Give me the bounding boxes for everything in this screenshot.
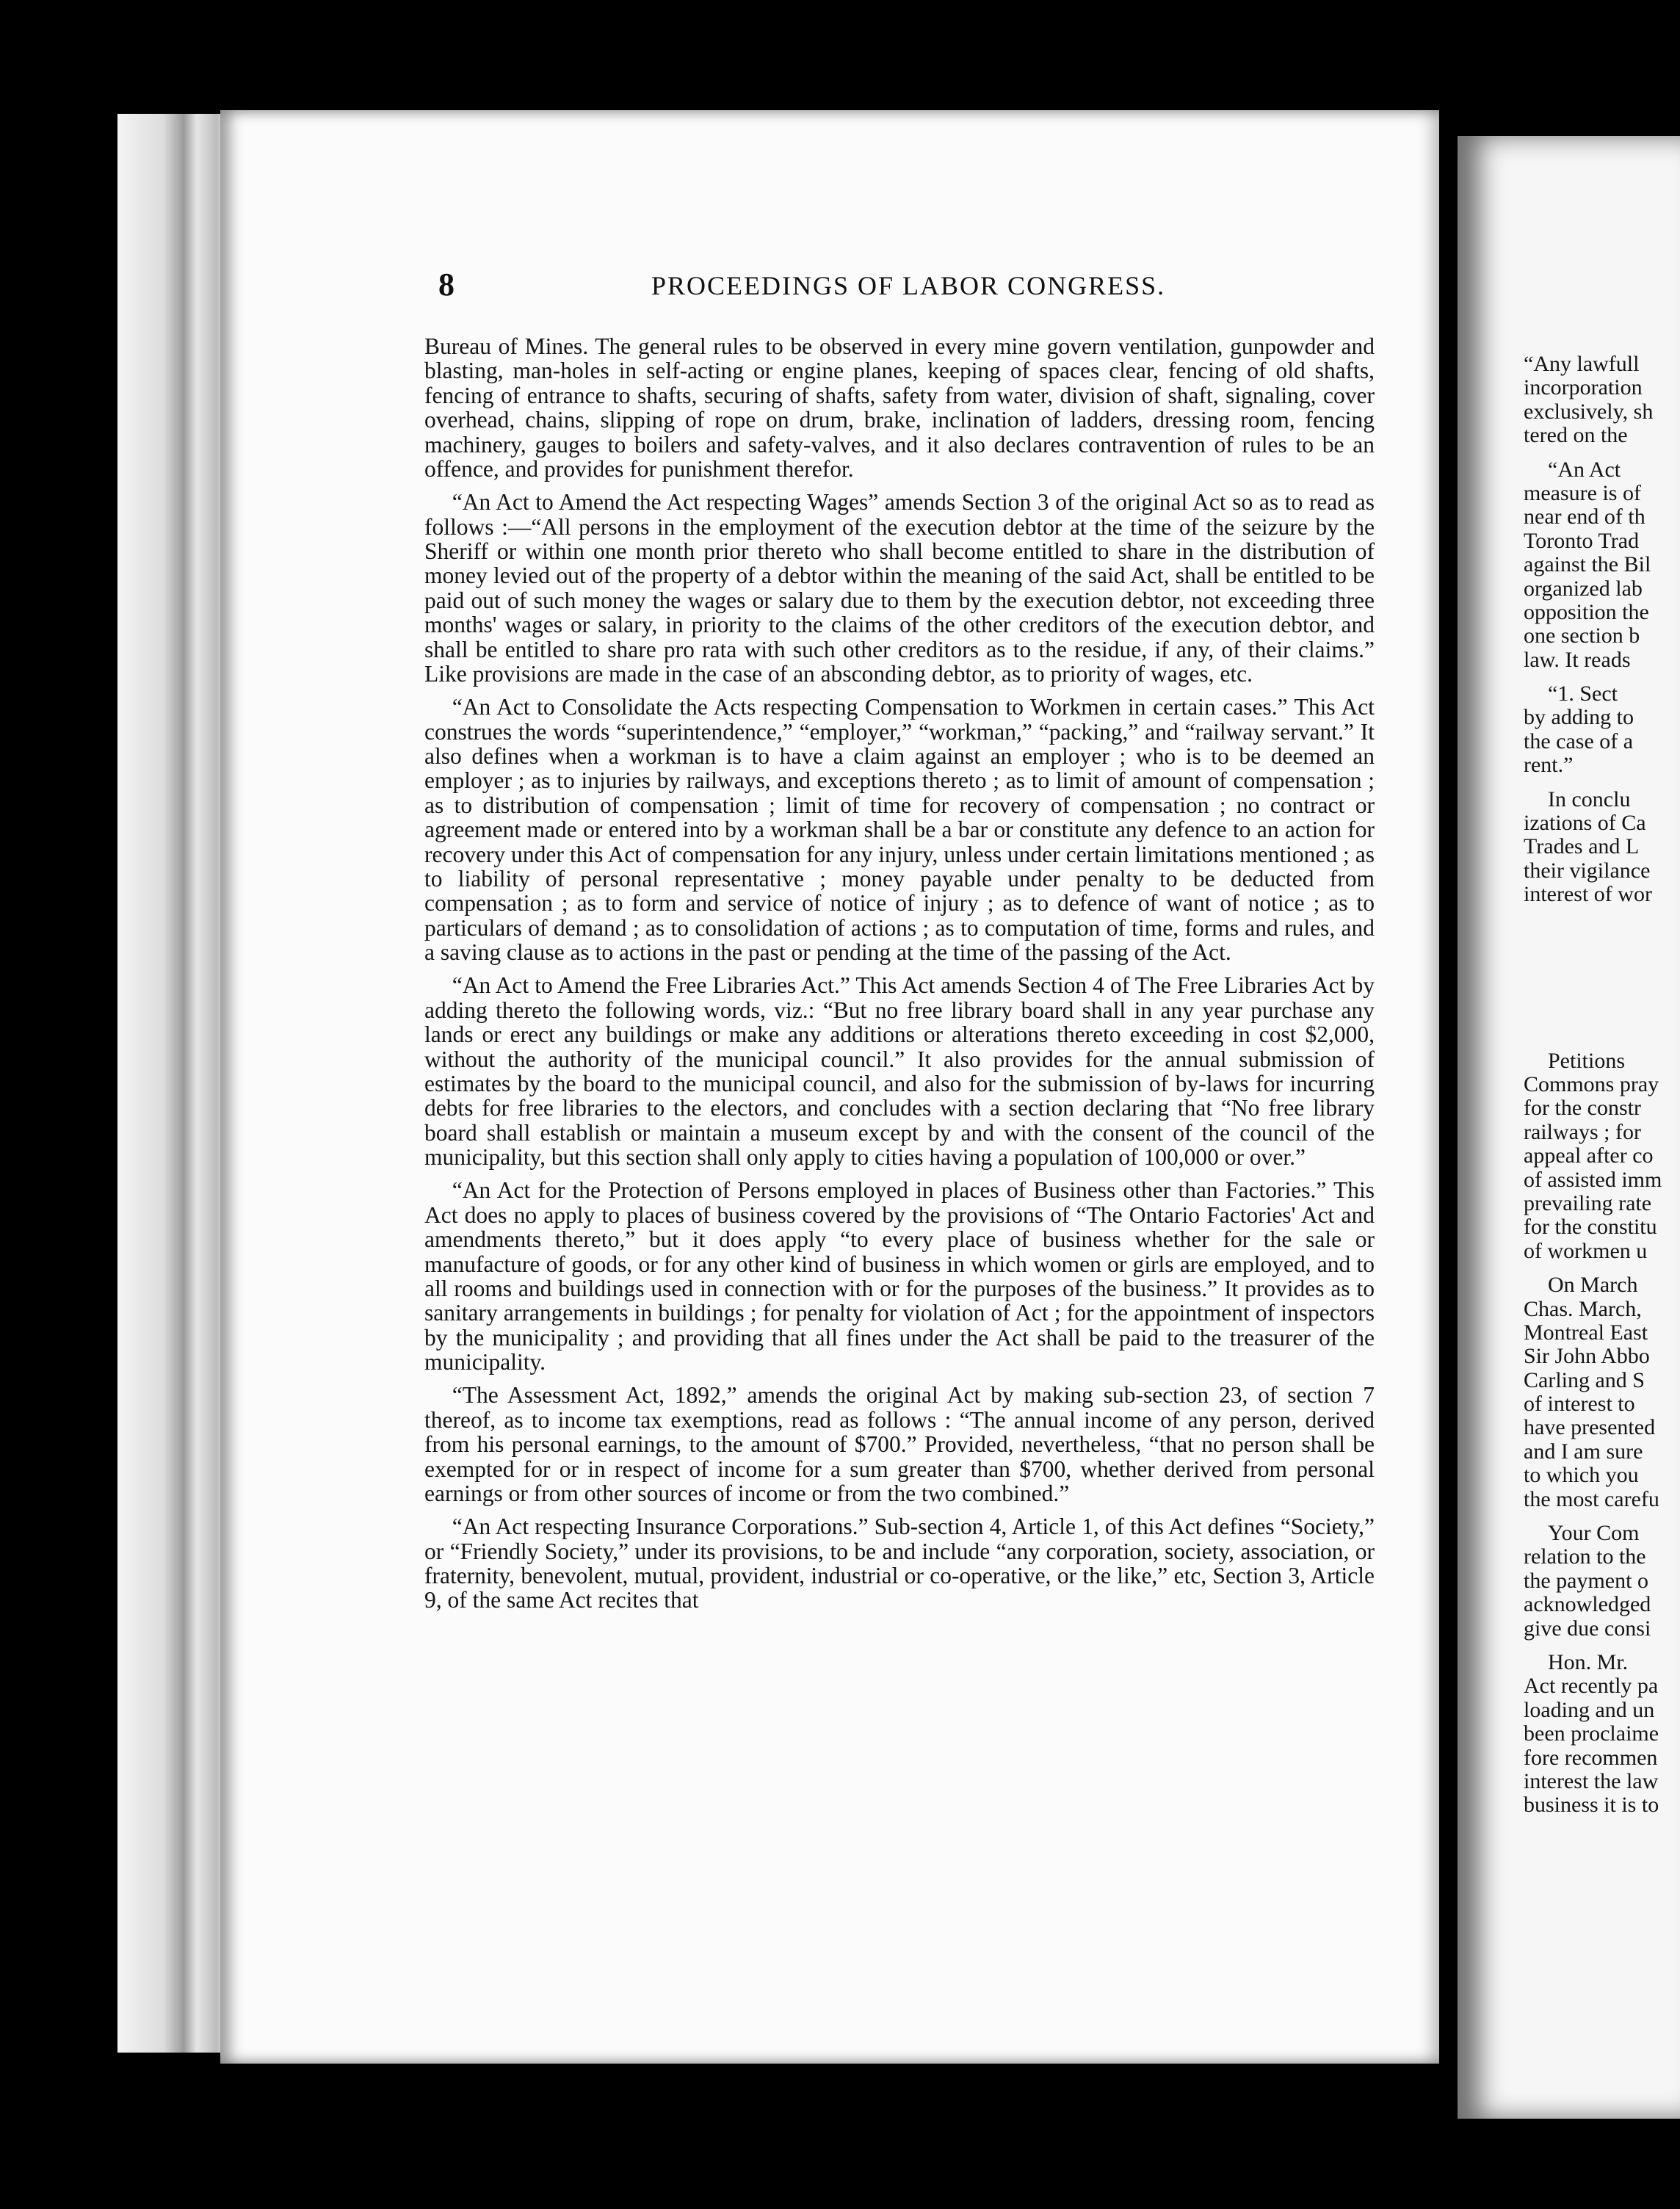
facing-line: of assisted imm [1524, 1167, 1662, 1192]
facing-line: been proclaime [1524, 1721, 1659, 1746]
facing-line: law. It reads [1524, 647, 1631, 672]
facing-line: Sir John Abbo [1524, 1344, 1650, 1369]
facing-line: interest of wor [1524, 882, 1652, 907]
running-header [438, 266, 1373, 310]
facing-line: their vigilance [1524, 858, 1651, 883]
facing-line: measure is of [1524, 480, 1641, 505]
facing-line: Your Com [1548, 1521, 1640, 1546]
facing-line: In conclu [1548, 787, 1631, 811]
facing-line: Chas. March, [1524, 1296, 1642, 1321]
facing-line: “Any lawfull [1524, 352, 1640, 376]
facing-block-1 [1524, 352, 1680, 448]
facing-line: against the Bil [1524, 552, 1651, 577]
facing-line: of workmen u [1524, 1238, 1648, 1263]
facing-block-5 [1524, 1049, 1680, 1264]
facing-line: railways ; for [1524, 1119, 1641, 1144]
facing-line: On March [1548, 1273, 1638, 1298]
facing-line: by adding to [1524, 705, 1634, 730]
facing-line: Carling and S [1524, 1367, 1645, 1392]
facing-line: tered on the [1524, 423, 1628, 448]
facing-line: Trades and L [1524, 834, 1640, 859]
paragraph-protection-act: “An Act for the Protection of Persons employed in places of Business other than Factories.” This Act does no apply to places of business covered by the provisions of “The Ontario Factories' Act and amendments thereto,” but it does apply “to every place of business whether for the sale or manufacture of goods, or for any other kind of business in which women or girls are employed, and to all rooms and buildings used in connection with or for the purposes of the business.” It provides as to sanitary arrangements in buildings ; for penalty for violation of Act ; for the appointment of inspectors by the municipality ; and providing that all fines under the Act shall be paid to the treasurer of the municipality. [424, 1177, 1375, 1375]
paragraph-compensation-act: “An Act to Consolidate the Acts respecting Compensation to Workmen in certain cases.” This Act construes the words “superintendence,” “employer,” “workman,” “packing,” and “railway servant.” It also defines when a workman is to have a claim against an employer ; who is to be deemed an employer ; as to injuries by railways, and exceptions thereto ; as to limit of amount of compensation ; as to distribution of compensation ; limit of time for recovery of compensation ; no contract or agreement made or entered into by a workman shall be a bar or constitute any defence to an action for recovery under this Act of compensation for any injury, unless under certain limitations mentioned ; as to liability of personal representative ; money payable under penalty to be deducted from compensation ; as to form and service of notice of injury ; as to defence of want of notice ; as to particulars of demand ; as to consolidation of actions ; as to computation of time, forms and rules, and a saving clause as to actions in the past or pending at the time of the passing of the Act. [424, 694, 1375, 965]
facing-line: interest the law [1524, 1768, 1659, 1793]
facing-line: Act recently pa [1524, 1674, 1659, 1699]
facing-line: appeal after co [1524, 1143, 1654, 1168]
facing-block-8 [1524, 1651, 1680, 1818]
facing-line: the case of a [1524, 728, 1634, 753]
facing-line: Commons pray [1524, 1071, 1659, 1096]
paragraph-assessment-act: “The Assessment Act, 1892,” amends the original Act by making sub-section 23, of section 7 thereof, as to income tax exemptions, read as follows : “The annual income of any person, derived from his personal earnings, to the amount of $700.” Provided, nevertheless, “that no person shall be exempted for or in respect of income for a sum greater than $700, whether derived from personal earnings or from other sources of income or from the two combined.” [424, 1382, 1375, 1506]
facing-line: give due consi [1524, 1616, 1651, 1641]
facing-line: to which you [1524, 1463, 1639, 1488]
facing-block-3 [1524, 682, 1680, 778]
facing-block-2 [1524, 458, 1680, 673]
paragraph-mines: Bureau of Mines. The general rules to be observed in every mine govern ventilation, gunpowder and blasting, man-holes in self-acting or engine planes, keeping of spaces clear, fencing of old shafts, fencing of entrance to shafts, securing of shafts, safety from water, division of shaft, signaling, cover overhead, chains, slipping of rope on drum, brake, inclination of ladders, dressing room, fencing machinery, gauges to boilers and safety-valves, and it also declares contravention of rules to be an offence, and provides for punishment therefor. [424, 333, 1375, 482]
main-text-column [424, 334, 1375, 1622]
facing-line: loading and un [1524, 1697, 1655, 1722]
facing-page-text [1524, 352, 1680, 1828]
facing-line: acknowledged [1524, 1592, 1651, 1617]
page-number: 8 [438, 267, 455, 303]
facing-block-7 [1524, 1522, 1680, 1641]
facing-line: exclusively, sh [1524, 399, 1654, 424]
facing-line: business it is to [1524, 1793, 1659, 1818]
facing-line: “1. Sect [1548, 682, 1618, 706]
facing-line: of interest to [1524, 1392, 1635, 1417]
facing-gap [1524, 917, 1680, 1049]
facing-line: near end of th [1524, 505, 1645, 529]
facing-line: the payment o [1524, 1568, 1648, 1593]
facing-line: rent.” [1524, 753, 1574, 778]
paragraph-free-libraries-act: “An Act to Amend the Free Libraries Act.” This Act amends Section 4 of The Free Libraries Act by adding thereto the following words, viz.: “But no free library board shall in any year purchase any lands or erect any buildings or make any additions or alterations thereto exceeding in cost $2,000, without the authority of the municipal council.” It also provides for the annual submission of estimates by the board to the municipal council, and also for the submission of by-laws for incurring debts for free libraries to the electors, and concludes with a section declaring that “No free library board shall establish or maintain a museum except by and with the consent of the council of the municipality, but this section shall only apply to cities having a population of 100,000 or over.” [424, 972, 1375, 1170]
facing-line: incorporation [1524, 375, 1643, 400]
facing-line: Hon. Mr. [1548, 1649, 1629, 1674]
facing-line: prevailing rate [1524, 1190, 1652, 1215]
facing-line: for the constitu [1524, 1215, 1657, 1240]
facing-line: one section b [1524, 623, 1640, 648]
facing-line: Montreal East [1524, 1320, 1648, 1345]
facing-line: organized lab [1524, 576, 1643, 601]
facing-line: Petitions [1548, 1048, 1626, 1073]
facing-line: izations of Ca [1524, 811, 1646, 836]
facing-line: have presented [1524, 1415, 1656, 1440]
facing-line: for the constr [1524, 1096, 1641, 1121]
facing-line: fore recommen [1524, 1745, 1658, 1770]
page-title: PROCEEDINGS OF LABOR CONGRESS. [651, 271, 1166, 300]
facing-line: relation to the [1524, 1544, 1646, 1569]
paragraph-insurance-act: “An Act respecting Insurance Corporations.” Sub-section 4, Article 1, of this Act defines “Society,” or “Friendly Society,” under its provisions, to be and include “any corporation, society, association, or fraternity, benevolent, mutual, provident, industrial or co-operative, or the like,” etc, Section 3, Article 9, of the same Act recites that [424, 1514, 1375, 1613]
facing-line: and I am sure [1524, 1439, 1643, 1464]
facing-line: “An Act [1548, 457, 1621, 482]
facing-line: Toronto Trad [1524, 528, 1640, 553]
paragraph-wages-act: “An Act to Amend the Act respecting Wages” amends Section 3 of the original Act so as to read as follows :—“All persons in the employment of the execution debtor at the time of the seizure by the Sheriff or within one month prior thereto who shall become entitled to share in the distribution of money levied out of the property of a debtor within the meaning of the said Act, shall be entitled to be paid out of such money the wages or salary due to them by the execution debtor, not exceeding three months' wages or salary, in priority to the claims of the other creditors of the execution debtor, and shall be entitled to share pro rata with such other creditors as to the residue, if any, of their claims.” Like provisions are made in the case of an absconding debtor, as to priority of wages, etc. [424, 489, 1375, 687]
facing-block-4 [1524, 788, 1680, 907]
facing-block-6 [1524, 1273, 1680, 1511]
facing-line: the most carefu [1524, 1486, 1659, 1511]
facing-line: opposition the [1524, 599, 1649, 624]
